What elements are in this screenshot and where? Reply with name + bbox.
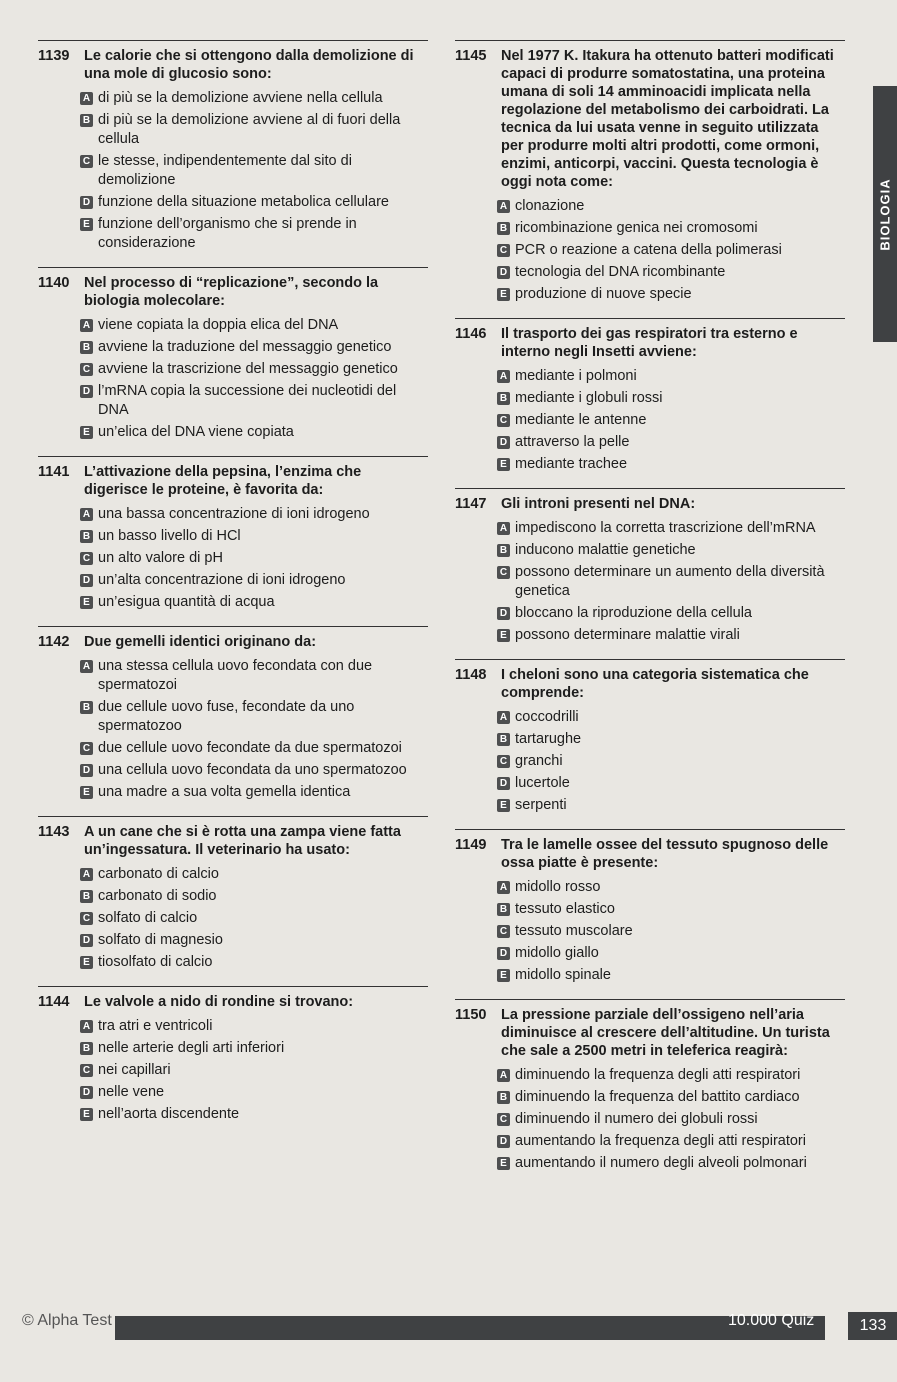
answer-option [497, 922, 845, 941]
option-letter-badge: E [497, 799, 510, 812]
option-letter-badge: E [497, 1157, 510, 1170]
answer-option [80, 1083, 428, 1102]
option-text: serpenti [515, 797, 567, 813]
option-letter-badge: A [497, 370, 510, 383]
option-text: le stesse, indipendentemente dal sito di demolizione [98, 153, 352, 188]
question-head [38, 274, 428, 310]
question-head [455, 47, 845, 191]
option-text: bloccano la riproduzione della cellula [515, 605, 752, 621]
answer-options [497, 519, 845, 645]
question-text: La pressione parziale dell’ossigeno nell’aria diminuisce al crescere dell’altitudine. Un turista che sale a 2500 metri in teleferica reagirà: [501, 1007, 830, 1059]
option-letter-badge: D [497, 777, 510, 790]
answer-option [80, 360, 428, 379]
answer-option [497, 1132, 845, 1151]
option-letter-badge: E [80, 596, 93, 609]
option-letter-badge: C [80, 1064, 93, 1077]
option-text: diminuendo il numero dei globuli rossi [515, 1111, 758, 1127]
option-text: tessuto elastico [515, 901, 615, 917]
question-block [455, 659, 845, 815]
option-letter-badge: A [497, 1069, 510, 1082]
option-text: una cellula uovo fecondata da uno spermatozoo [98, 762, 407, 778]
question-number: 1144 [38, 994, 70, 1010]
option-text: coccodrilli [515, 709, 579, 725]
option-letter-badge: C [497, 1113, 510, 1126]
answer-option [497, 455, 845, 474]
option-letter-badge: D [497, 436, 510, 449]
option-letter-badge: A [80, 319, 93, 332]
answer-option [80, 593, 428, 612]
question-block [38, 267, 428, 442]
answer-option [80, 739, 428, 758]
option-text: midollo rosso [515, 879, 601, 895]
answer-options [80, 89, 428, 253]
option-letter-badge: B [80, 114, 93, 127]
option-letter-badge: A [497, 200, 510, 213]
answer-option [80, 1105, 428, 1124]
option-text: avviene la traduzione del messaggio genetico [98, 339, 392, 355]
answer-options [497, 1066, 845, 1173]
right-column [455, 40, 845, 1187]
option-letter-badge: C [497, 566, 510, 579]
answer-option [497, 730, 845, 749]
option-text: aumentando la frequenza degli atti respiratori [515, 1133, 806, 1149]
answer-option [497, 197, 845, 216]
option-text: tra atri e ventricoli [98, 1018, 213, 1034]
option-letter-badge: D [497, 266, 510, 279]
option-letter-badge: A [80, 660, 93, 673]
option-letter-badge: B [80, 1042, 93, 1055]
question-text: L’attivazione della pepsina, l’enzima che digerisce le proteine, è favorita da: [84, 464, 362, 498]
option-text: un basso livello di HCl [98, 528, 241, 544]
option-letter-badge: D [497, 947, 510, 960]
question-head [38, 823, 428, 859]
answer-option [497, 1066, 845, 1085]
option-text: tessuto muscolare [515, 923, 633, 939]
option-text: aumentando il numero degli alveoli polmonari [515, 1155, 807, 1171]
option-letter-badge: D [80, 934, 93, 947]
answer-options [80, 505, 428, 612]
option-text: nell’aorta discendente [98, 1106, 240, 1122]
answer-option [497, 900, 845, 919]
option-text: mediante le antenne [515, 412, 647, 428]
answer-option [80, 1017, 428, 1036]
question-text: Tra le lamelle ossee del tessuto spugnoso delle ossa piatte è presente: [501, 837, 829, 871]
answer-options [80, 316, 428, 442]
option-letter-badge: D [80, 385, 93, 398]
option-letter-badge: A [80, 1020, 93, 1033]
answer-option [497, 878, 845, 897]
option-text: di più se la demolizione avviene al di fuori della cellula [98, 112, 401, 147]
option-letter-badge: D [80, 764, 93, 777]
question-text: Il trasporto dei gas respiratori tra esterno e interno negli Insetti avviene: [501, 326, 798, 360]
question-head [38, 633, 428, 651]
option-letter-badge: D [80, 1086, 93, 1099]
answer-option [80, 865, 428, 884]
answer-options [497, 367, 845, 474]
question-block [38, 816, 428, 972]
question-block [455, 488, 845, 645]
option-letter-badge: D [80, 196, 93, 209]
answer-option [497, 966, 845, 985]
option-text: due cellule uovo fecondate da due spermatozoi [98, 740, 402, 756]
question-block [38, 626, 428, 802]
option-text: viene copiata la doppia elica del DNA [98, 317, 339, 333]
answer-option [80, 887, 428, 906]
option-text: tiosolfato di calcio [98, 954, 213, 970]
option-letter-badge: C [80, 742, 93, 755]
question-number: 1143 [38, 824, 70, 840]
option-text: carbonato di calcio [98, 866, 219, 882]
answer-options [497, 878, 845, 985]
answer-option [497, 241, 845, 260]
answer-option [497, 563, 845, 601]
option-text: mediante i globuli rossi [515, 390, 663, 406]
answer-option [80, 505, 428, 524]
answer-option [80, 89, 428, 108]
question-number: 1147 [455, 496, 487, 512]
option-letter-badge: A [80, 868, 93, 881]
answer-option [497, 708, 845, 727]
answer-option [497, 626, 845, 645]
option-letter-badge: B [80, 701, 93, 714]
answer-option [80, 909, 428, 928]
question-text: Due gemelli identici originano da: [84, 634, 317, 650]
question-text: A un cane che si è rotta una zampa viene fatta un’ingessatura. Il veterinario ha usato: [84, 824, 401, 858]
option-text: diminuendo la frequenza del battito cardiaco [515, 1089, 800, 1105]
option-text: nei capillari [98, 1062, 171, 1078]
option-letter-badge: A [80, 92, 93, 105]
option-text: inducono malattie genetiche [515, 542, 696, 558]
option-letter-badge: C [497, 755, 510, 768]
option-text: ricombinazione genica nei cromosomi [515, 220, 758, 236]
option-letter-badge: C [497, 414, 510, 427]
answer-option [80, 761, 428, 780]
option-text: tecnologia del DNA ricombinante [515, 264, 726, 280]
option-letter-badge: E [497, 458, 510, 471]
question-head [455, 836, 845, 872]
option-text: midollo giallo [515, 945, 599, 961]
option-text: avviene la trascrizione del messaggio genetico [98, 361, 398, 377]
option-text: possono determinare un aumento della diversità genetica [515, 564, 825, 599]
question-block [455, 318, 845, 474]
option-text: funzione della situazione metabolica cellulare [98, 194, 389, 210]
question-head [38, 993, 428, 1011]
answer-option [497, 1110, 845, 1129]
question-head [38, 463, 428, 499]
answer-options [497, 197, 845, 304]
option-letter-badge: E [80, 426, 93, 439]
question-head [455, 1006, 845, 1060]
option-text: l’mRNA copia la successione dei nucleotidi del DNA [98, 383, 397, 418]
option-text: una stessa cellula uovo fecondata con due spermatozoi [98, 658, 373, 693]
question-block [38, 40, 428, 253]
answer-option [497, 389, 845, 408]
answer-option [497, 285, 845, 304]
option-letter-badge: B [497, 1091, 510, 1104]
answer-option [80, 152, 428, 190]
answer-options [80, 865, 428, 972]
option-letter-badge: E [497, 629, 510, 642]
answer-option [497, 541, 845, 560]
question-text: Le calorie che si ottengono dalla demolizione di una mole di glucosio sono: [84, 48, 414, 82]
option-text: solfato di magnesio [98, 932, 223, 948]
option-letter-badge: E [80, 218, 93, 231]
page-number: 133 [848, 1312, 897, 1340]
answer-option [80, 111, 428, 149]
question-number: 1142 [38, 634, 70, 650]
answer-option [80, 1039, 428, 1058]
answer-option [497, 604, 845, 623]
option-text: nelle vene [98, 1084, 165, 1100]
option-text: un’alta concentrazione di ioni idrogeno [98, 572, 346, 588]
question-number: 1149 [455, 837, 487, 853]
option-letter-badge: A [497, 711, 510, 724]
brand-label: © Alpha Test [22, 1312, 112, 1329]
answer-option [80, 698, 428, 736]
answer-option [80, 1061, 428, 1080]
option-text: carbonato di sodio [98, 888, 217, 904]
question-number: 1150 [455, 1007, 487, 1023]
option-text: una bassa concentrazione di ioni idrogeno [98, 506, 370, 522]
question-head [455, 325, 845, 361]
option-text: mediante trachee [515, 456, 628, 472]
option-letter-badge: C [80, 363, 93, 376]
answer-option [497, 752, 845, 771]
answer-options [80, 657, 428, 802]
answer-option [497, 367, 845, 386]
option-letter-badge: E [80, 1108, 93, 1121]
option-text: tartarughe [515, 731, 582, 747]
option-letter-badge: B [497, 903, 510, 916]
question-number: 1148 [455, 667, 487, 683]
option-letter-badge: A [497, 881, 510, 894]
answer-option [497, 263, 845, 282]
answer-option [80, 338, 428, 357]
option-letter-badge: C [497, 244, 510, 257]
question-text: I cheloni sono una categoria sistematica che comprende: [501, 667, 809, 701]
question-text: Nel processo di “replicazione”, secondo la biologia molecolare: [84, 275, 379, 309]
answer-option [497, 433, 845, 452]
answer-option [80, 549, 428, 568]
option-text: lucertole [515, 775, 570, 791]
answer-option [80, 193, 428, 212]
option-text: nelle arterie degli arti inferiori [98, 1040, 285, 1056]
answer-option [80, 657, 428, 695]
question-block [455, 40, 845, 304]
question-text: Gli introni presenti nel DNA: [501, 496, 696, 512]
question-block [38, 986, 428, 1124]
option-text: possono determinare malattie virali [515, 627, 740, 643]
answer-option [497, 1154, 845, 1173]
option-text: mediante i polmoni [515, 368, 637, 384]
question-block [455, 999, 845, 1173]
option-letter-badge: E [497, 969, 510, 982]
answer-option [497, 774, 845, 793]
answer-options [497, 708, 845, 815]
option-text: produzione di nuove specie [515, 286, 692, 302]
answer-option [80, 571, 428, 590]
option-letter-badge: A [80, 508, 93, 521]
section-tab [873, 86, 897, 342]
answer-option [80, 931, 428, 950]
option-letter-badge: B [497, 392, 510, 405]
answer-option [497, 1088, 845, 1107]
answer-option [80, 527, 428, 546]
option-letter-badge: B [497, 733, 510, 746]
question-head [38, 47, 428, 83]
option-letter-badge: A [497, 522, 510, 535]
option-letter-badge: C [80, 155, 93, 168]
option-letter-badge: E [80, 956, 93, 969]
question-number: 1141 [38, 464, 70, 480]
answer-option [497, 219, 845, 238]
answer-option [80, 953, 428, 972]
option-letter-badge: E [80, 786, 93, 799]
page-footer [0, 1310, 897, 1342]
option-letter-badge: D [497, 607, 510, 620]
option-text: diminuendo la frequenza degli atti respiratori [515, 1067, 801, 1083]
question-block [38, 456, 428, 612]
option-letter-badge: B [80, 890, 93, 903]
answer-option [497, 411, 845, 430]
option-text: solfato di calcio [98, 910, 198, 926]
option-text: PCR o reazione a catena della polimerasi [515, 242, 782, 258]
footer-bar [115, 1316, 825, 1340]
answer-option [497, 796, 845, 815]
option-letter-badge: B [80, 341, 93, 354]
answer-option [80, 316, 428, 335]
option-text: midollo spinale [515, 967, 611, 983]
question-block [455, 829, 845, 985]
option-letter-badge: C [80, 552, 93, 565]
question-head [455, 666, 845, 702]
option-text: di più se la demolizione avviene nella cellula [98, 90, 383, 106]
left-column [38, 40, 428, 1138]
answer-option [497, 944, 845, 963]
answer-options [80, 1017, 428, 1124]
question-number: 1139 [38, 48, 70, 64]
question-text: Nel 1977 K. Itakura ha ottenuto batteri modificati capaci di produrre somatostatina, una proteina umana di soli 14 amminoacidi implicata nella regolazione del metabolismo dei carboidrati. La tecnica da lui usata venne in seguito utilizzata per produrre molti altri prodotti, come ormoni, enzimi, anticorpi, vaccini. Questa tecnologia è oggi nota come: [501, 48, 834, 190]
option-text: due cellule uovo fuse, fecondate da uno spermatozoo [98, 699, 355, 734]
option-text: impediscono la corretta trascrizione dell’mRNA [515, 520, 816, 536]
answer-option [80, 215, 428, 253]
option-text: un’elica del DNA viene copiata [98, 424, 294, 440]
answer-option [80, 423, 428, 442]
option-text: una madre a sua volta gemella identica [98, 784, 351, 800]
option-letter-badge: C [497, 925, 510, 938]
option-text: un alto valore di pH [98, 550, 223, 566]
question-number: 1145 [455, 48, 487, 64]
question-number: 1146 [455, 326, 487, 342]
option-text: granchi [515, 753, 563, 769]
answer-option [80, 783, 428, 802]
option-letter-badge: B [497, 544, 510, 557]
question-number: 1140 [38, 275, 70, 291]
option-letter-badge: B [80, 530, 93, 543]
option-text: clonazione [515, 198, 585, 214]
option-letter-badge: D [497, 1135, 510, 1148]
option-letter-badge: B [497, 222, 510, 235]
option-letter-badge: C [80, 912, 93, 925]
option-letter-badge: D [80, 574, 93, 587]
option-text: un’esigua quantità di acqua [98, 594, 275, 610]
book-title: 10.000 Quiz [728, 1312, 815, 1329]
question-text: Le valvole a nido di rondine si trovano: [84, 994, 354, 1010]
option-letter-badge: E [497, 288, 510, 301]
answer-option [80, 382, 428, 420]
option-text: attraverso la pelle [515, 434, 630, 450]
section-tab-label: BIOLOGIA [877, 177, 893, 251]
answer-option [497, 519, 845, 538]
option-text: funzione dell’organismo che si prende in considerazione [98, 216, 357, 251]
question-head [455, 495, 845, 513]
